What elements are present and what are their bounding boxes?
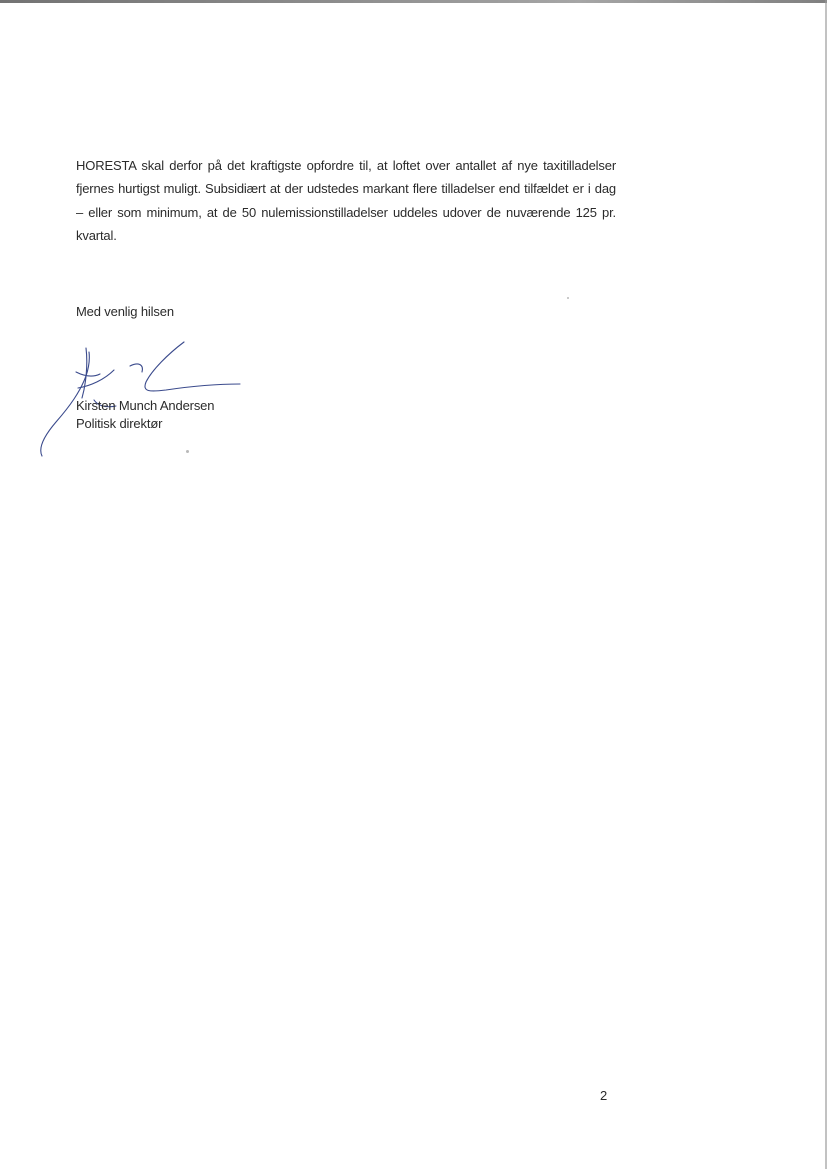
body-line: fjernes hurtigst muligt. Subsidiært at der udstedes markant flere tilladelser end tilfældet er i dag (76, 181, 616, 197)
letter-body-paragraph (76, 154, 616, 247)
body-line: HORESTA skal derfor på det kraftigste opfordre til, at loftet over antallet af nye taxitilladelser (76, 158, 616, 173)
scan-speck (186, 450, 189, 453)
page-number: 2 (600, 1088, 608, 1103)
signer-name: Kirsten Munch Andersen (76, 398, 215, 413)
signer-title: Politisk direktør (76, 416, 163, 431)
closing-salutation: Med venlig hilsen (76, 304, 174, 319)
scan-speck (567, 297, 569, 299)
body-line: kvartal. (76, 227, 117, 243)
body-line: – eller som minimum, at de 50 nulemissionstilladelser uddeles udover de nuværende 125 pr. (76, 204, 616, 220)
scan-edge-top (0, 0, 827, 3)
